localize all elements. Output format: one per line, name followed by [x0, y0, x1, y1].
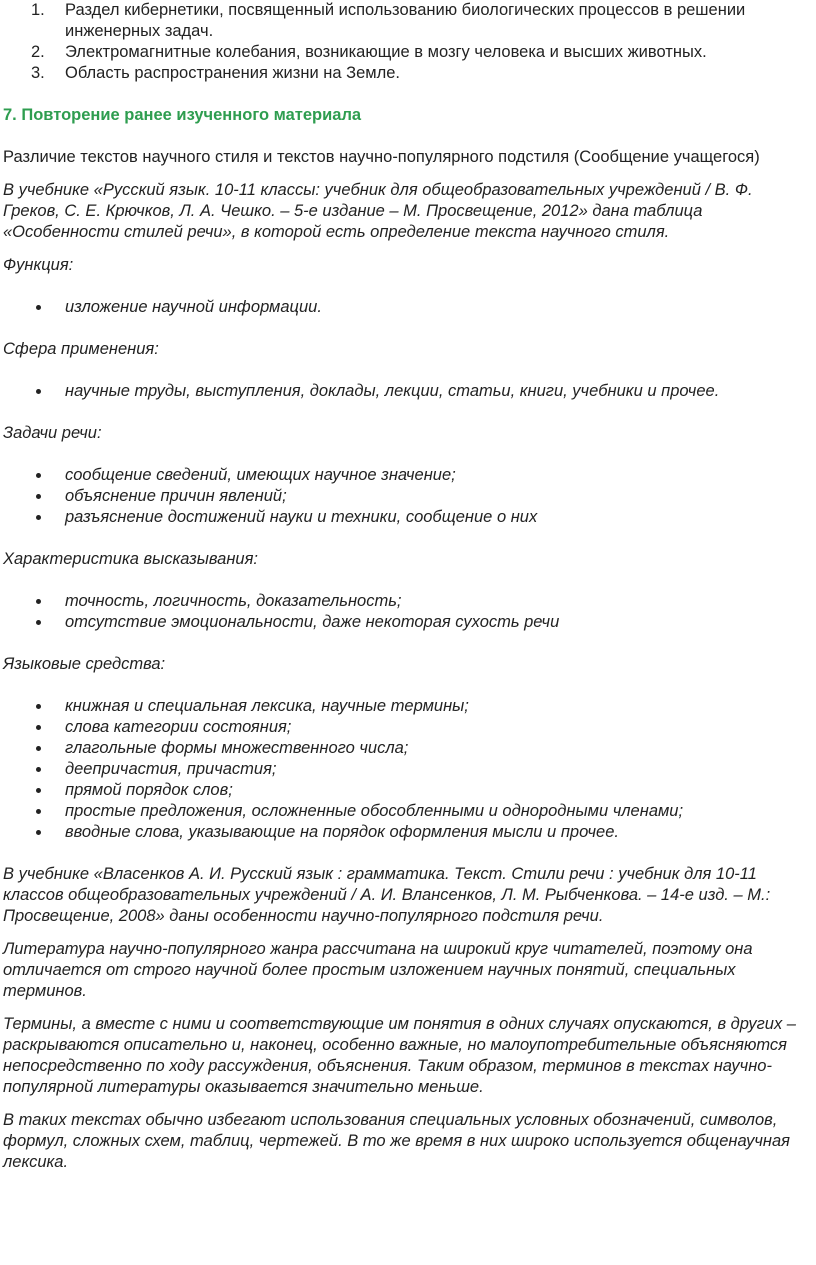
language-label: Языковые средства: [3, 655, 166, 673]
list-item [65, 297, 812, 318]
list-item [65, 759, 812, 780]
list-item [65, 612, 812, 633]
bullet-icon [36, 515, 41, 520]
language-list [3, 696, 812, 843]
list-item-text: прямой порядок слов; [65, 781, 233, 799]
list-item [65, 591, 812, 612]
list-item [65, 507, 812, 528]
bullet-icon [36, 620, 41, 625]
bullet-icon [36, 830, 41, 835]
bullet-icon [36, 788, 41, 793]
list-number: 2. [31, 43, 45, 61]
list-item [65, 717, 812, 738]
list-item-text: Раздел кибернетики, посвященный использованию биологических процессов в решении инженерных задач. [65, 1, 746, 40]
list-item [65, 780, 812, 801]
intro-paragraph: Различие текстов научного стиля и текстов научно-популярного подстиля (Сообщение учащегося) [3, 148, 760, 166]
tasks-list [3, 465, 812, 528]
bullet-icon [36, 473, 41, 478]
literature-paragraph: Литература научно-популярного жанра рассчитана на широкий круг читателей, поэтому она отличается от строго научной более простым изложением научных понятий, специальных терминов. [3, 940, 753, 1000]
sphere-label: Сфера применения: [3, 340, 159, 358]
tasks-label: Задачи речи: [3, 424, 102, 442]
bullet-icon [36, 704, 41, 709]
list-item-text: сообщение сведений, имеющих научное значение; [65, 466, 456, 484]
list-item-text: глагольные формы множественного числа; [65, 739, 409, 757]
function-list [3, 297, 812, 318]
list-item-text: отсутствие эмоциональности, даже некоторая сухость речи [65, 613, 560, 631]
character-list [3, 591, 812, 633]
bullet-icon [36, 599, 41, 604]
list-item [65, 381, 812, 402]
list-number: 1. [31, 1, 45, 19]
list-item [31, 63, 812, 84]
list-item-text: книжная и специальная лексика, научные термины; [65, 697, 469, 715]
list-item-text: простые предложения, осложненные обособленными и однородными членами; [65, 802, 684, 820]
bullet-icon [36, 494, 41, 499]
list-item [65, 465, 812, 486]
list-item [65, 696, 812, 717]
textbook-reference-2: В учебнике «Власенков А. И. Русский язык : грамматика. Текст. Стили речи : учебник для 10-11 классов общеобразовательных учреждений / А. И. Влансенков, Л. М. Рыбченкова. – 14-е изд. – М.: Просвещение, 2008» даны особенности научно-популярного подстиля речи. [3, 865, 771, 925]
list-number: 3. [31, 64, 45, 82]
list-item-text: Электромагнитные колебания, возникающие в мозгу человека и высших животных. [65, 43, 707, 61]
numbered-list [3, 0, 812, 84]
list-item-text: слова категории состояния; [65, 718, 292, 736]
bullet-icon [36, 725, 41, 730]
terms-paragraph: Термины, а вместе с ними и соответствующие им понятия в одних случаях опускаются, в других – раскрываются описательно и, наконец, особенно важные, но малоупотребительные объясняются непосредственно по ходу рассуждения, объяснения. Таким образом, терминов в текстах научно-популярной литературы оказывается значительно меньше. [3, 1015, 796, 1096]
list-item [65, 801, 812, 822]
list-item-text: деепричастия, причастия; [65, 760, 277, 778]
list-item-text: вводные слова, указывающие на порядок оформления мысли и прочее. [65, 823, 619, 841]
list-item [65, 822, 812, 843]
list-item-text: Область распространения жизни на Земле. [65, 64, 401, 82]
list-item-text: объяснение причин явлений; [65, 487, 287, 505]
sphere-list [3, 381, 812, 402]
bullet-icon [36, 809, 41, 814]
textbook-reference-1: В учебнике «Русский язык. 10-11 классы: учебник для общеобразовательных учреждений / В. Ф. Греков, С. Е. Крючков, Л. А. Чешко. – 5-е издание – М. Просвещение, 2012» дана таблица «Особенности стилей речи», в которой есть определение текста научного стиля. [3, 181, 753, 241]
list-item-text: изложение научной информации. [65, 298, 322, 316]
character-label: Характеристика высказывания: [3, 550, 259, 568]
section-heading: 7. Повторение ранее изученного материала [3, 106, 362, 124]
list-item [31, 0, 812, 42]
list-item [65, 738, 812, 759]
list-item [65, 486, 812, 507]
bullet-icon [36, 767, 41, 772]
list-item-text: разъяснение достижений науки и техники, сообщение о них [65, 508, 538, 526]
bullet-icon [36, 389, 41, 394]
avoid-paragraph: В таких текстах обычно избегают использования специальных условных обозначений, символов, формул, сложных схем, таблиц, чертежей. В то же время в них широко используется общенаучная лексика. [3, 1111, 790, 1171]
list-item-text: точность, логичность, доказательность; [65, 592, 402, 610]
function-label: Функция: [3, 256, 74, 274]
bullet-icon [36, 746, 41, 751]
bullet-icon [36, 305, 41, 310]
list-item-text: научные труды, выступления, доклады, лекции, статьи, книги, учебники и прочее. [65, 382, 720, 400]
list-item [31, 42, 812, 63]
